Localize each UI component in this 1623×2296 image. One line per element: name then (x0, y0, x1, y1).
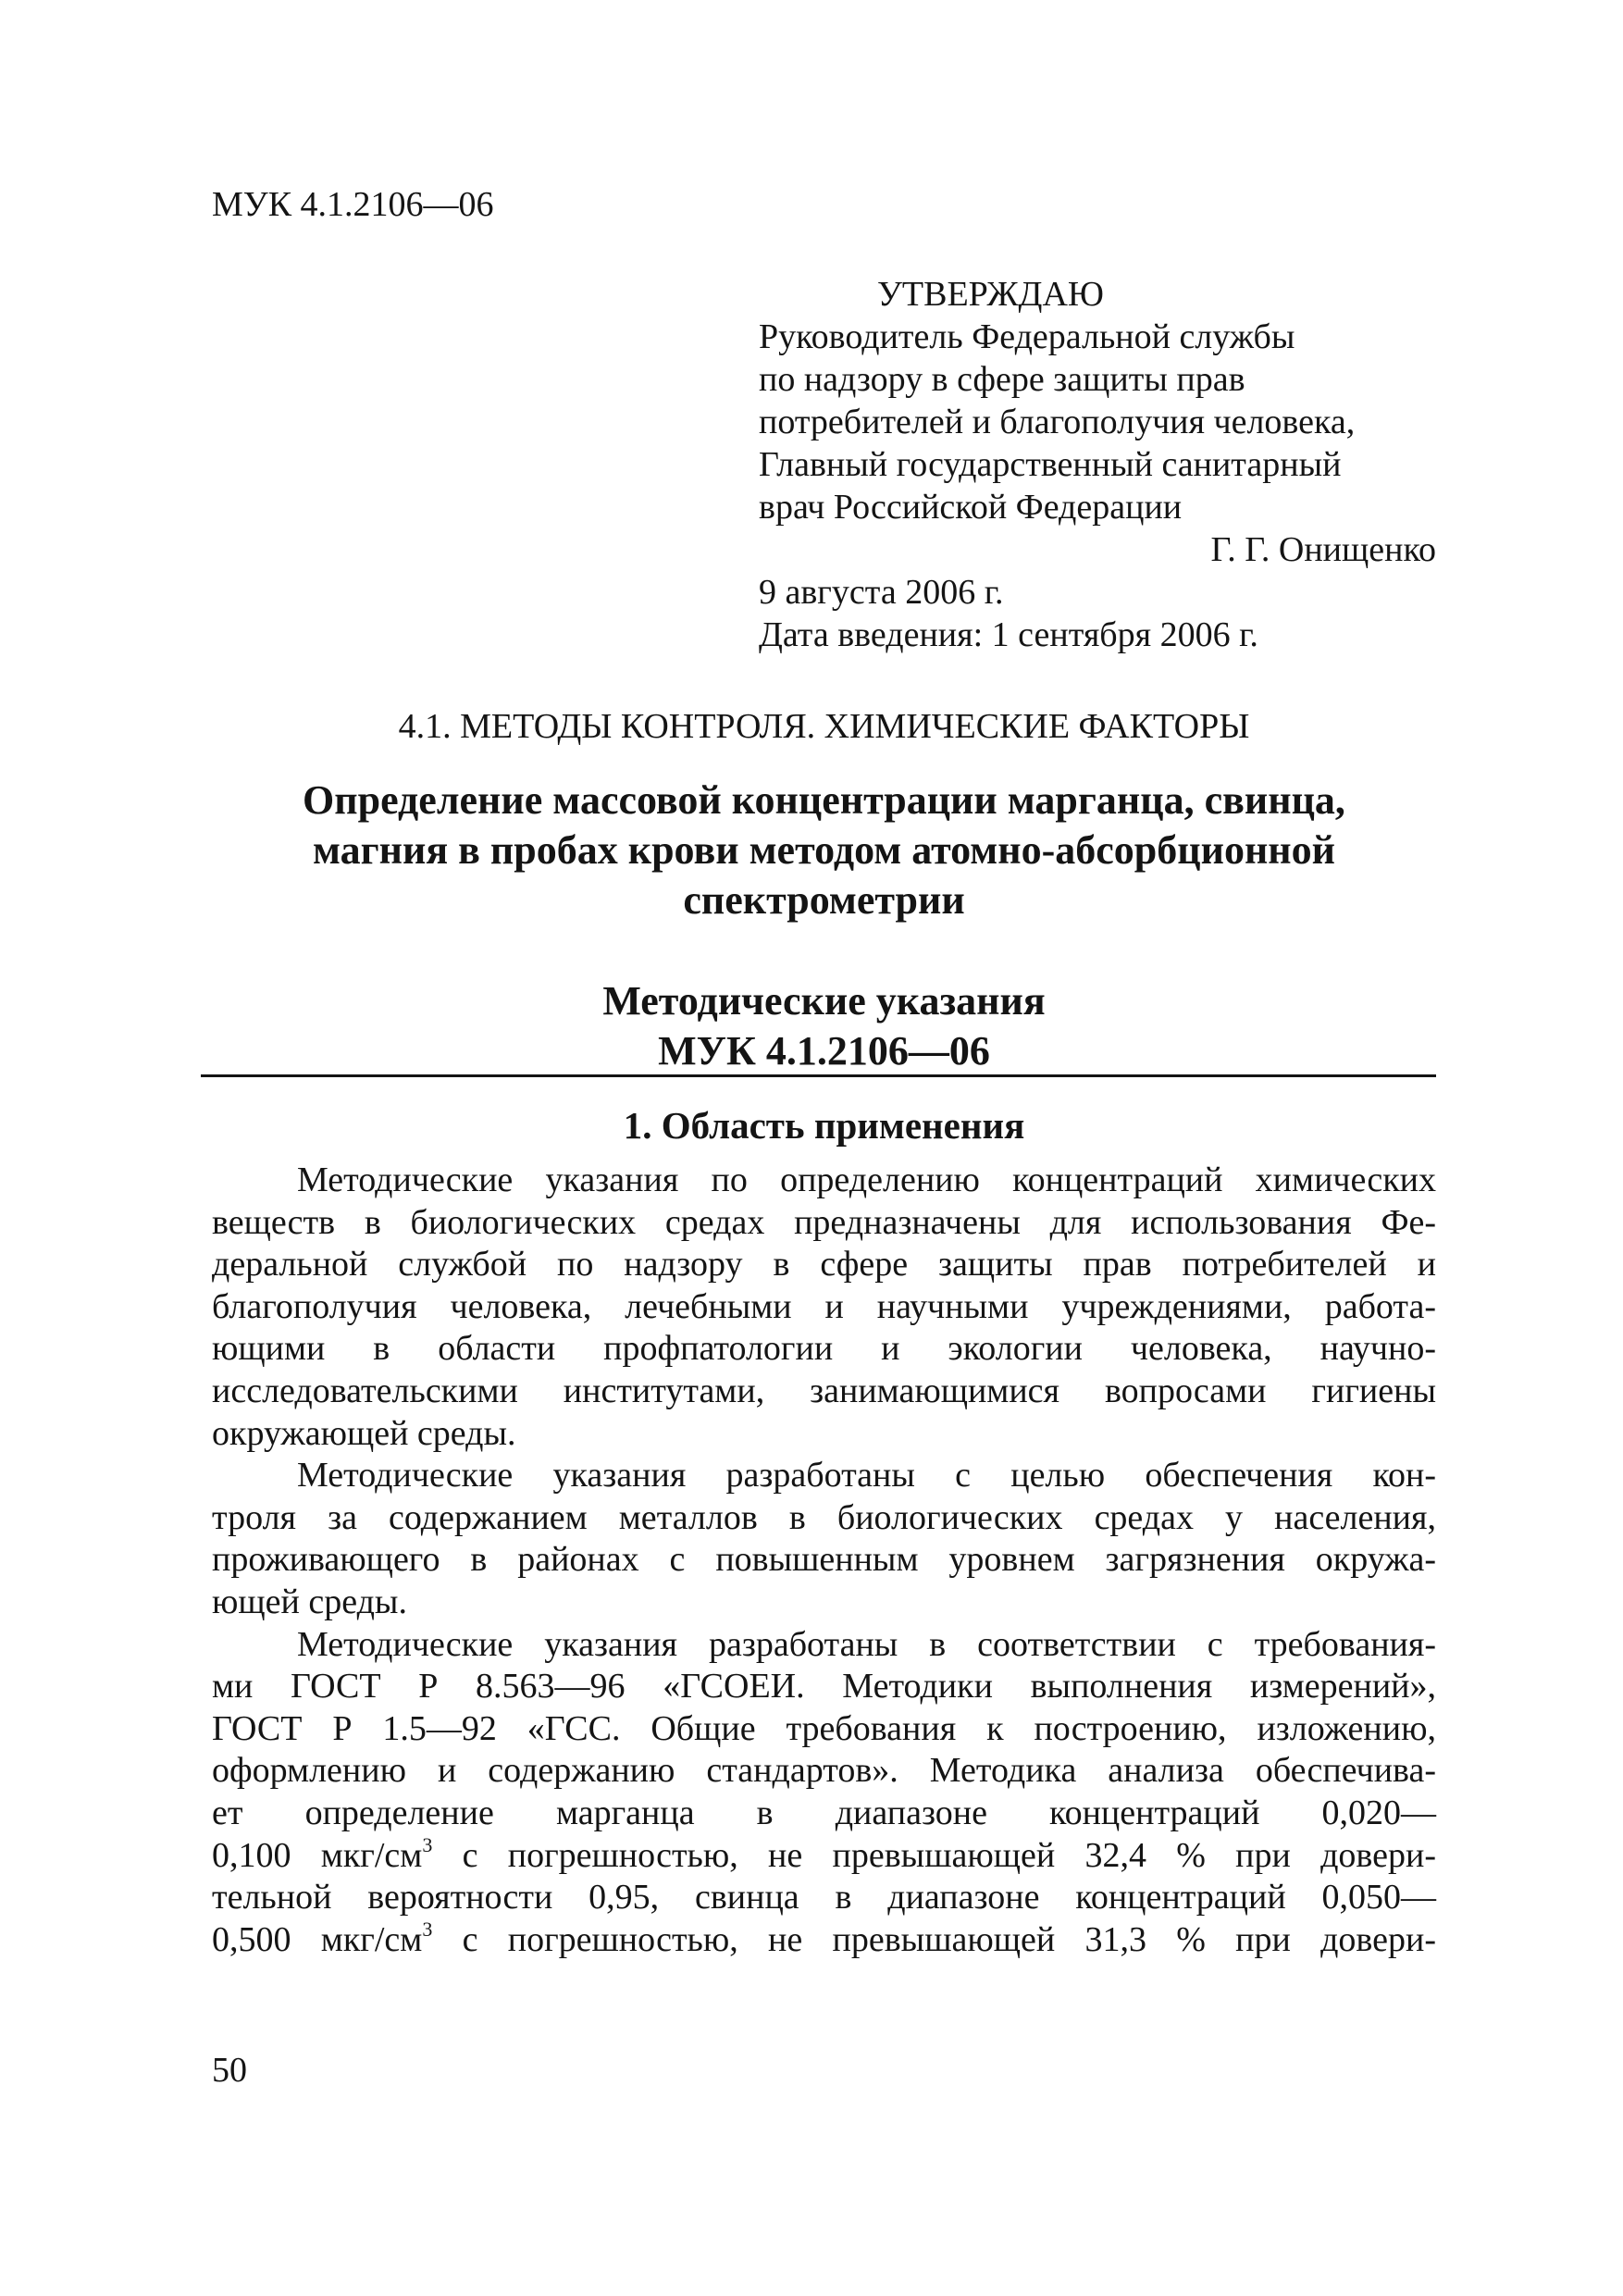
text-line: деральной службой по надзору в сфере защиты прав потребителей и (212, 1245, 1436, 1285)
subtitle-line: Методические указания (602, 978, 1046, 1024)
paragraph-1 (212, 1160, 1436, 1455)
text-line: ГОСТ Р 1.5—92 «ГСС. Общие требования к построению, изложению, (212, 1708, 1436, 1748)
title-line: Определение массовой концентрации марганца, свинца, (303, 777, 1345, 823)
document-subtitle (212, 976, 1436, 1076)
text-line: ющей среды. (212, 1582, 407, 1621)
text-line: окружающей среды. (212, 1413, 516, 1453)
paragraph-3 (212, 1624, 1436, 1962)
approval-title: УТВЕРЖДАЮ (877, 275, 1104, 314)
text-fragment: с погрешностью, не превышающей 32,4 % при довери- (432, 1835, 1436, 1875)
superscript: 3 (422, 1917, 433, 1941)
approval-line: врач Российской Федерации (759, 488, 1183, 527)
approval-line: Главный государственный санитарный (759, 445, 1342, 484)
text-line: тельной вероятности 0,95, свинца в диапазоне концентраций 0,050— (212, 1878, 1436, 1917)
title-line: магния в пробах крови методом атомно-абсорбционной (312, 827, 1336, 873)
superscript: 3 (422, 1832, 433, 1856)
text-line: веществ в биологических средах предназначены для использования Фе- (212, 1202, 1436, 1242)
page-number: 50 (212, 2051, 247, 2090)
paragraph-2 (212, 1455, 1436, 1623)
title-line: спектрометрии (683, 877, 965, 923)
document-code: МУК 4.1.2106—06 (212, 185, 494, 224)
text-line: ющими в области профпатологии и экологии человека, научно- (212, 1329, 1436, 1369)
approval-signer: Г. Г. Онищенко (1210, 530, 1436, 569)
text-line: оформлению и содержанию стандартов». Методика анализа обеспечива- (212, 1751, 1436, 1791)
approval-line: потребителей и благополучия человека, (759, 403, 1356, 441)
text-fragment: 0,500 мкг/см (212, 1919, 423, 1959)
text-fragment: 0,100 мкг/см (212, 1835, 423, 1875)
text-line: ми ГОСТ Р 8.563—96 «ГСОЕИ. Методики выполнения измерений», (212, 1667, 1436, 1706)
text-fragment: с погрешностью, не превышающей 31,3 % при довери- (432, 1919, 1436, 1959)
body-text (212, 1160, 1436, 1961)
introduction-date: Дата введения: 1 сентября 2006 г. (759, 615, 1258, 654)
subtitle-code: МУК 4.1.2106—06 (658, 1028, 990, 1074)
horizontal-rule (201, 1074, 1436, 1077)
text-line (212, 1832, 1436, 1878)
text-line: благополучия человека, лечебными и научными учреждениями, работа- (212, 1286, 1436, 1326)
text-line: Методические указания разработаны с целью обеспечения кон- (297, 1456, 1436, 1496)
text-line: Методические указания разработаны в соответствии с требования- (297, 1624, 1436, 1664)
section-heading: 4.1. МЕТОДЫ КОНТРОЛЯ. ХИМИЧЕСКИЕ ФАКТОРЫ (398, 707, 1250, 746)
text-line: троля за содержанием металлов в биологических средах у населения, (212, 1497, 1436, 1537)
text-line: проживающего в районах с повышенным уровнем загрязнения окружа- (212, 1540, 1436, 1580)
approval-block (759, 273, 1436, 656)
approval-line: по надзору в сфере защиты прав (759, 360, 1245, 399)
text-line: исследовательскими институтами, занимающимися вопросами гигиены (212, 1371, 1436, 1410)
document-title (212, 776, 1436, 925)
text-line: Методические указания по определению концентраций химических (297, 1160, 1436, 1199)
text-line: ет определение марганца в диапазоне концентраций 0,020— (212, 1793, 1436, 1832)
text-line (212, 1919, 1436, 1962)
approval-line: Руководитель Федеральной службы (759, 317, 1295, 356)
section-title: 1. Область применения (623, 1104, 1025, 1147)
approval-date: 9 августа 2006 г. (759, 573, 1004, 612)
